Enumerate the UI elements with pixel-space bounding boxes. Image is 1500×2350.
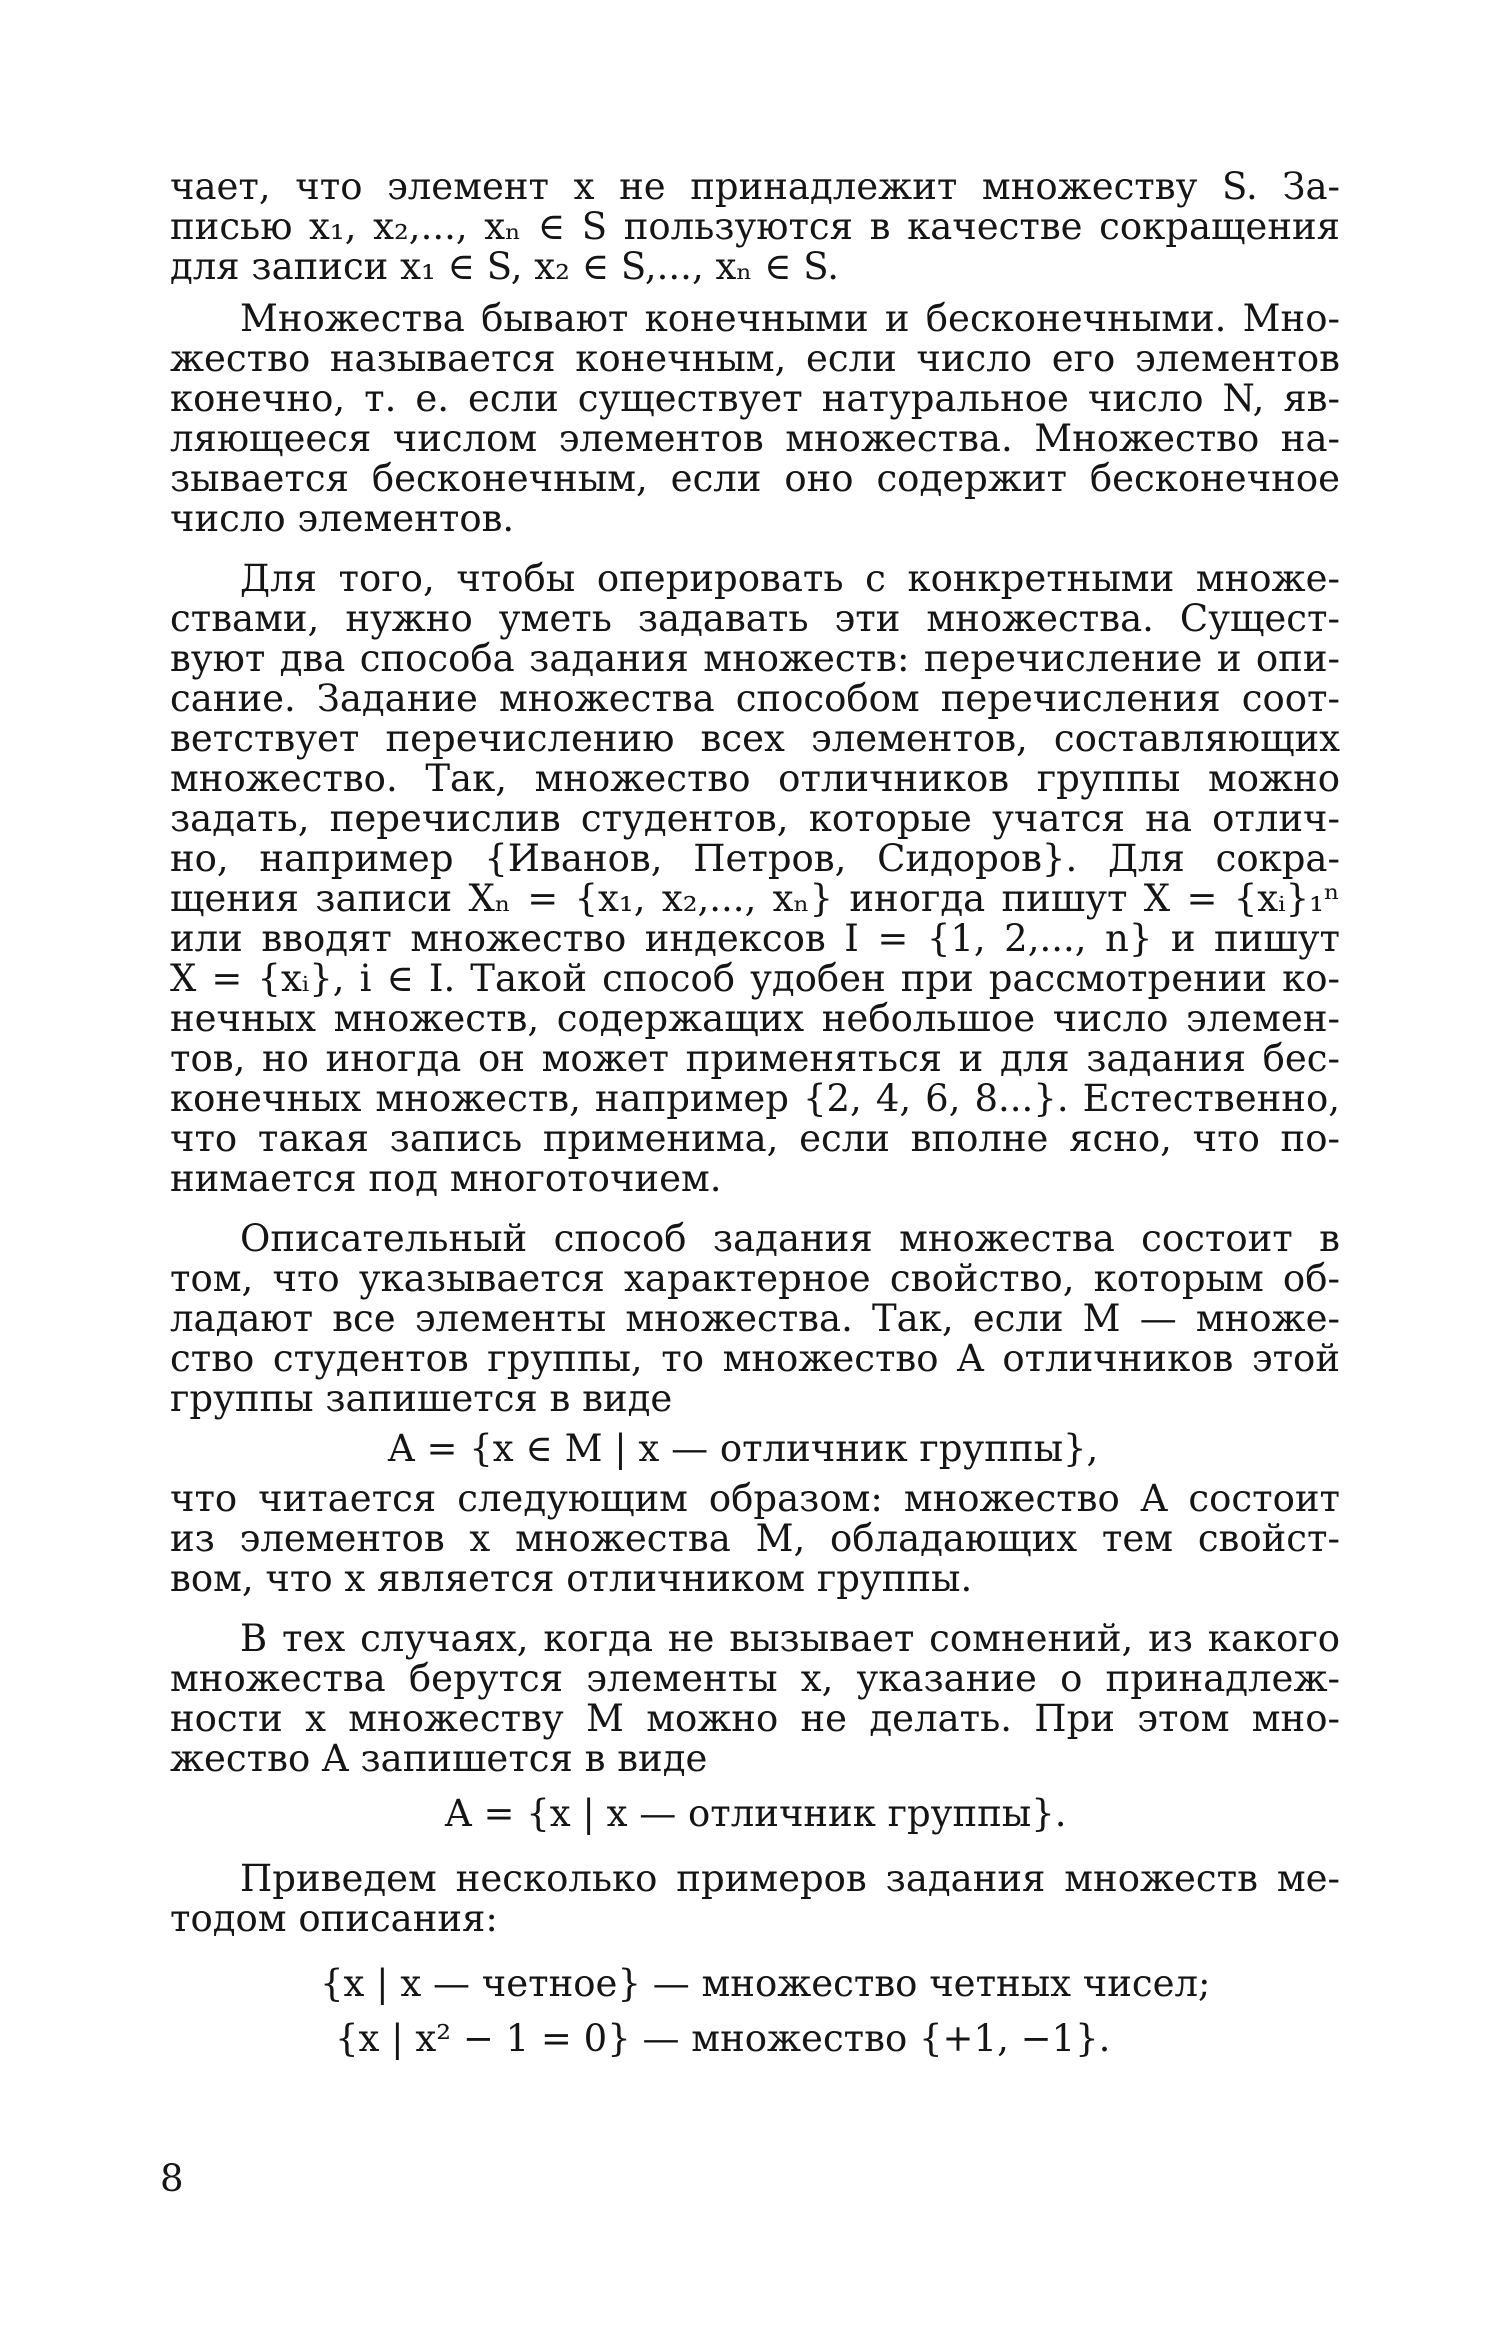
text-line-37: жество A запишется в виде — [170, 1737, 708, 1780]
formula-a-set-simple: A = {x | x — отличник группы}. — [445, 1792, 1067, 1835]
text-line-19: или вводят множество индексов I = {1, 2,..., n} и пишут — [170, 917, 1340, 960]
text-line-22: тов, но иногда он может применяться и для задания бес- — [170, 1037, 1340, 1080]
text-line-11: ствами, нужно уметь задавать эти множества. Сущест- — [170, 597, 1340, 640]
text-line-14: ветствует перечислению всех элементов, составляющих — [170, 717, 1340, 760]
text-line-8: зывается бесконечным, если оно содержит бесконечное — [170, 457, 1340, 500]
text-line-23: конечных множеств, например {2, 4, 6, 8...}. Естественно, — [170, 1077, 1340, 1120]
text-line-38: Приведем несколько примеров задания множеств ме- — [240, 1857, 1340, 1900]
formula-a-set-with-m: A = {x ∈ M | x — отличник группы}, — [388, 1427, 1099, 1470]
text-line-6: конечно, т. е. если существует натуральное число N, яв- — [170, 377, 1340, 420]
text-line-13: сание. Задание множества способом перечисления соот- — [170, 677, 1340, 720]
text-line-17: но, например {Иванов, Петров, Сидоров}. Для сокра- — [170, 837, 1340, 880]
text-line-36: ности x множеству M можно не делать. При этом мно- — [170, 1697, 1340, 1740]
text-line-25: нимается под многоточием. — [170, 1157, 722, 1200]
text-line-20: X = {xᵢ}, i ∈ I. Такой способ удобен при рассмотрении ко- — [170, 957, 1340, 1000]
text-line-3: для записи x₁ ∈ S, x₂ ∈ S,..., xₙ ∈ S. — [170, 245, 840, 288]
text-line-35: множества берутся элементы x, указание о принадлеж- — [170, 1657, 1340, 1700]
text-line-27: том, что указывается характерное свойство, которым об- — [170, 1257, 1340, 1300]
text-line-28: ладают все элементы множества. Так, если M — множе- — [170, 1297, 1340, 1340]
text-line-9: число элементов. — [170, 497, 515, 540]
text-line-7: ляющееся числом элементов множества. Множество на- — [170, 417, 1340, 460]
text-line-29: ство студентов группы, то множество A отличников этой — [170, 1337, 1340, 1380]
text-line-34: В тех случаях, когда не вызывает сомнений, из какого — [240, 1617, 1340, 1660]
text-line-30: группы запишется в виде — [170, 1377, 673, 1420]
text-line-5: жество называется конечным, если число его элементов — [170, 337, 1340, 380]
text-line-33: вом, что x является отличником группы. — [170, 1557, 973, 1600]
text-line-15: множество. Так, множество отличников группы можно — [170, 757, 1340, 800]
text-line-24: что такая запись применима, если вполне ясно, что по- — [170, 1117, 1340, 1160]
text-line-1: чает, что элемент x не принадлежит множеству S. За- — [170, 165, 1340, 208]
page-number: 8 — [160, 2157, 184, 2200]
text-line-16: задать, перечислив студентов, которые учатся на отлич- — [170, 797, 1340, 840]
text-line-12: вуют два способа задания множеств: перечисление и опи- — [170, 637, 1340, 680]
text-line-18: щения записи Xₙ = {x₁, x₂,..., xₙ} иногда пишут X = {xᵢ}₁ⁿ — [170, 877, 1340, 920]
text-line-10: Для того, чтобы оперировать с конкретными множе- — [240, 557, 1340, 600]
formula-even-numbers: {x | x — четное} — множество четных чисел; — [320, 1962, 1211, 2005]
text-line-21: нечных множеств, содержащих небольшое число элемен- — [170, 997, 1340, 1040]
text-line-2: писью x₁, x₂,..., xₙ ∈ S пользуются в качестве сокращения — [170, 205, 1340, 248]
text-line-32: из элементов x множества M, обладающих тем свойст- — [170, 1517, 1340, 1560]
text-line-31: что читается следующим образом: множество A состоит — [170, 1477, 1340, 1520]
text-line-4: Множества бывают конечными и бесконечными. Мно- — [240, 297, 1340, 340]
text-line-39: тодом описания: — [170, 1897, 498, 1940]
formula-square-equation: {x | x² − 1 = 0} — множество {+1, −1}. — [335, 2017, 1111, 2060]
text-line-26: Описательный способ задания множества состоит в — [240, 1217, 1340, 1260]
